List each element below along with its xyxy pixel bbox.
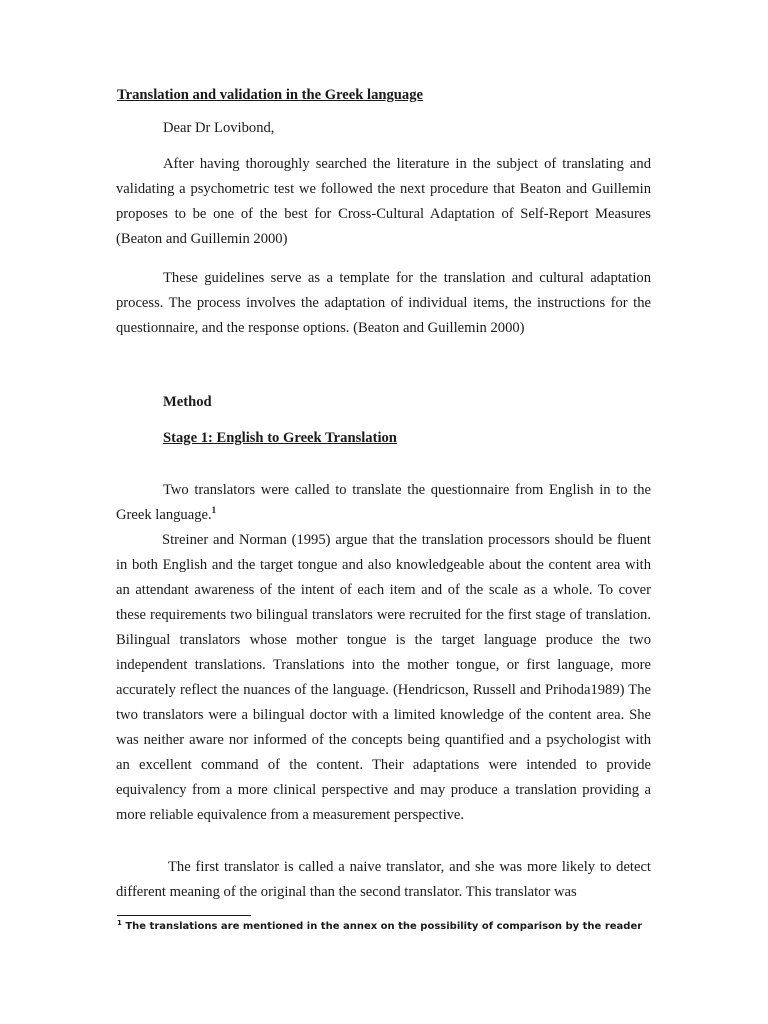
paragraph-guidelines: These guidelines serve as a template for the translation and cultural adaptation process. The process involves the adaptation of individual items, the instructions for the questionnaire, and the response options. (Beaton and Guillemin 2000): [116, 270, 651, 336]
paragraph-translators: [116, 478, 651, 528]
paragraph-intro: After having thoroughly searched the literature in the subject of translating and validating a psychometric test we followed the next procedure that Beaton and Guillemin proposes to be one of the best for Cross-Cultural Adaptation of Self-Report Measures (Beaton and Guillemin 2000): [116, 156, 651, 247]
stage1-heading: Stage 1: English to Greek Translation: [163, 430, 397, 446]
document-title: Translation and validation in the Greek language: [117, 87, 423, 103]
paragraph-translators-text: Two translators were called to translate the questionnaire from English in to the Greek language.: [116, 482, 651, 523]
method-heading: Method: [163, 394, 212, 410]
paragraph-first-translator: The first translator is called a naive translator, and she was more likely to detect different meaning of the original than the second translator. This translator was: [116, 859, 651, 900]
footnote-separator: [117, 915, 251, 916]
salutation: Dear Dr Lovibond,: [163, 120, 275, 136]
footnote: [117, 921, 642, 932]
footnote-reference[interactable]: 1: [211, 505, 217, 515]
footnote-marker: 1: [117, 919, 122, 927]
footnote-text: The translations are mentioned in the annex on the possibility of comparison by the reader: [121, 921, 643, 932]
paragraph-streiner-norman: Streiner and Norman (1995) argue that the translation processors should be fluent in both English and the target tongue and also knowledgeable about the content area with an attendant awareness of the intent of each item and of the scale as a whole. To cover these requirements two bilingual translators were recruited for the first stage of translation. Bilingual translators whose mother tongue is the target language produce the two independent translations. Translations into the mother tongue, or first language, more accurately reflect the nuances of the language. (Hendricson, Russell and Prihoda1989) The two translators were a bilingual doctor with a limited knowledge of the content area. She was neither aware nor informed of the concepts being quantified and a psychologist with an excellent command of the content. Their adaptations were intended to provide equivalency from a more clinical perspective and may produce a translation providing a more reliable equivalence from a measurement perspective.: [116, 532, 651, 823]
